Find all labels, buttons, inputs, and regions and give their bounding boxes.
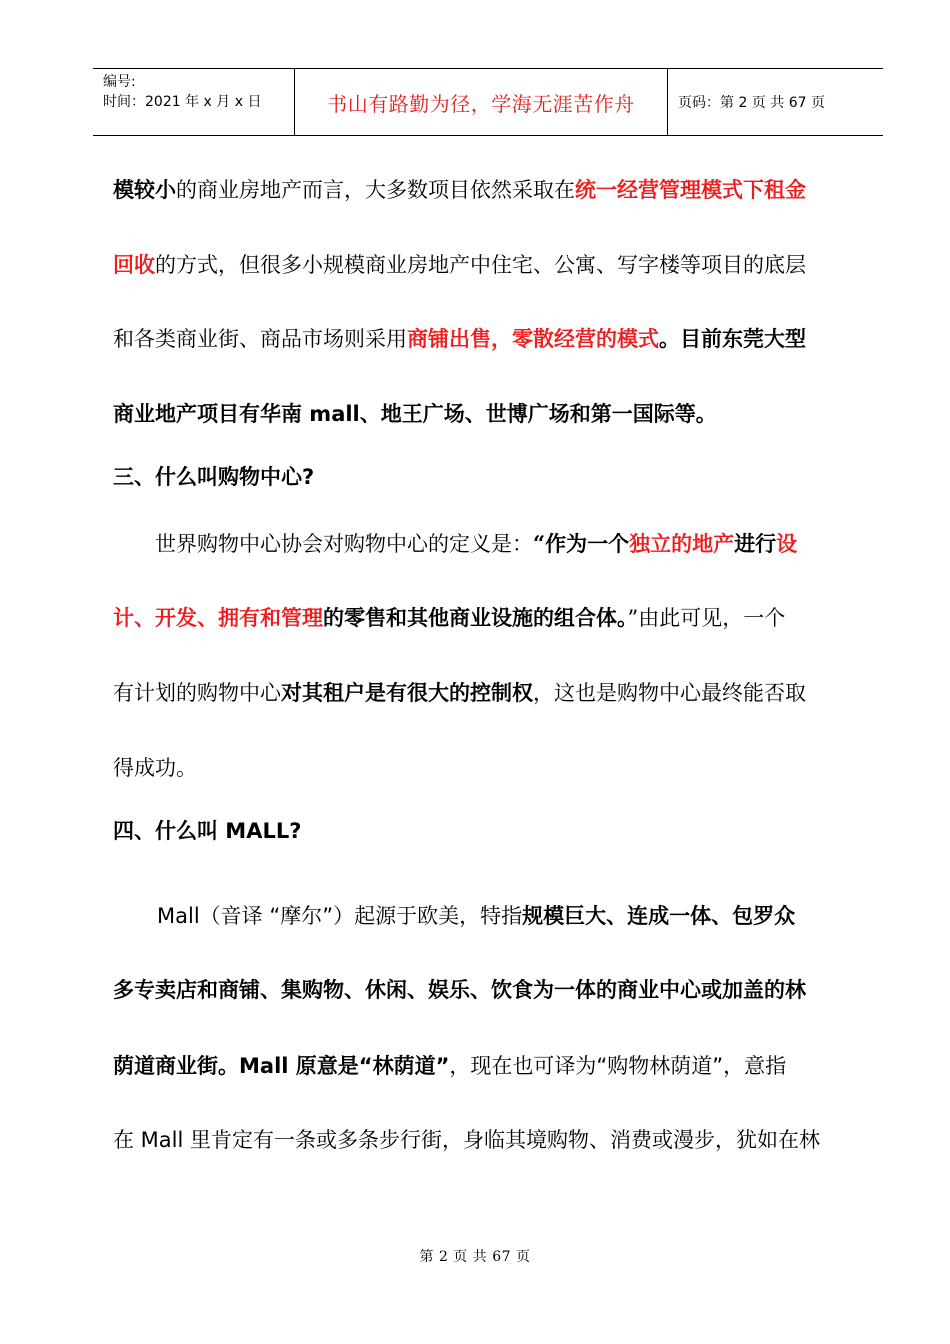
text-highlight-red: 商铺出售，零散经营的模式 (407, 327, 659, 351)
paragraph-2-line-3 (113, 678, 806, 708)
text-normal: 的方式，但很多小规模商业房地产中住宅、公寓、写字楼等项目的底层 (155, 253, 806, 277)
page-footer: 第 2 页 共 67 页 (419, 1249, 531, 1265)
text-normal: 的商业房地产而言，大多数项目依然采取在 (176, 178, 575, 202)
text-normal: 在 Mall 里肯定有一条或多条步行街，身临其境购物、消费或漫步，犹如在林 (113, 1128, 821, 1152)
text-bold: 进行 (734, 531, 777, 556)
header-page-number: 页码：第 2 页 共 67 页 (678, 95, 825, 111)
paragraph-2-line-1 (155, 529, 797, 559)
paragraph-3-line-3 (113, 1051, 786, 1081)
paragraph-2-line-2 (113, 603, 785, 633)
text-bold: 模较小 (113, 178, 176, 202)
header-motto-cell (295, 69, 668, 135)
text-normal: 世界购物中心协会对购物中心的定义是： (155, 532, 533, 556)
document-number-label: 编号: (103, 74, 136, 90)
text-normal: 和各类商业街、商品市场则采用 (113, 327, 407, 351)
paragraph-2-line-4 (113, 753, 197, 783)
text-bold: 商业地产项目有华南 mall、地王广场、世博广场和第一国际等。 (113, 402, 717, 426)
paragraph-1-line-1 (113, 175, 806, 205)
paragraph-3-line-1 (157, 901, 795, 931)
text-highlight-red: 回收 (113, 253, 155, 277)
text-highlight-red: 设 (776, 531, 798, 556)
text-normal: ，这也是购物中心最终能否取 (533, 681, 806, 705)
text-bold: 荫道商业街。Mall 原意是“林荫道” (113, 1054, 450, 1078)
text-bold: 的零售和其他商业设施的组合体。 (323, 605, 628, 630)
text-normal: ，现在也可译为“购物林荫道”，意指 (449, 1054, 787, 1078)
text-bold: 东莞大型 (722, 327, 806, 351)
text-bold: 对其租户是有很大的控制权 (281, 680, 533, 705)
header-info-cell (93, 69, 295, 135)
paragraph-1-line-2 (113, 250, 806, 280)
header-motto: 书山有路勤为径，学海无涯苦作舟 (327, 91, 635, 116)
document-date-label: 时间：2021 年 x 月 x 日 (103, 94, 262, 110)
paragraph-3-line-2 (113, 975, 806, 1005)
text-normal: Mall（音译 “摩尔”）起源于欧美，特指 (157, 904, 523, 928)
text-normal: 得成功。 (113, 756, 197, 780)
page-header (93, 68, 883, 136)
text-bold: 多专卖店和商铺、集购物、休闲、娱乐、饮食为一体的商业中心或加盖的林 (113, 978, 806, 1002)
text-highlight-red: 统一经营管理模式下租金 (575, 178, 806, 202)
text-normal: 有计划的购物中心 (113, 681, 281, 705)
text-bold: 。目前 (659, 327, 722, 351)
text-highlight-red: 独立的地产 (629, 531, 735, 556)
section-heading-4: 四、什么叫 MALL? (113, 819, 302, 843)
header-page-cell (668, 69, 883, 135)
text-highlight-red: 计、开发、拥有和管理 (113, 605, 323, 630)
paragraph-1-line-4 (113, 399, 717, 429)
section-heading-3: 三、什么叫购物中心? (113, 465, 315, 489)
text-bold: “作为一个 (533, 531, 630, 556)
text-normal: ”由此可见，一个 (627, 606, 786, 630)
text-bold: 规模巨大、连成一体、包罗众 (522, 904, 796, 928)
paragraph-1-line-3 (113, 324, 806, 354)
paragraph-3-line-4 (113, 1125, 820, 1155)
